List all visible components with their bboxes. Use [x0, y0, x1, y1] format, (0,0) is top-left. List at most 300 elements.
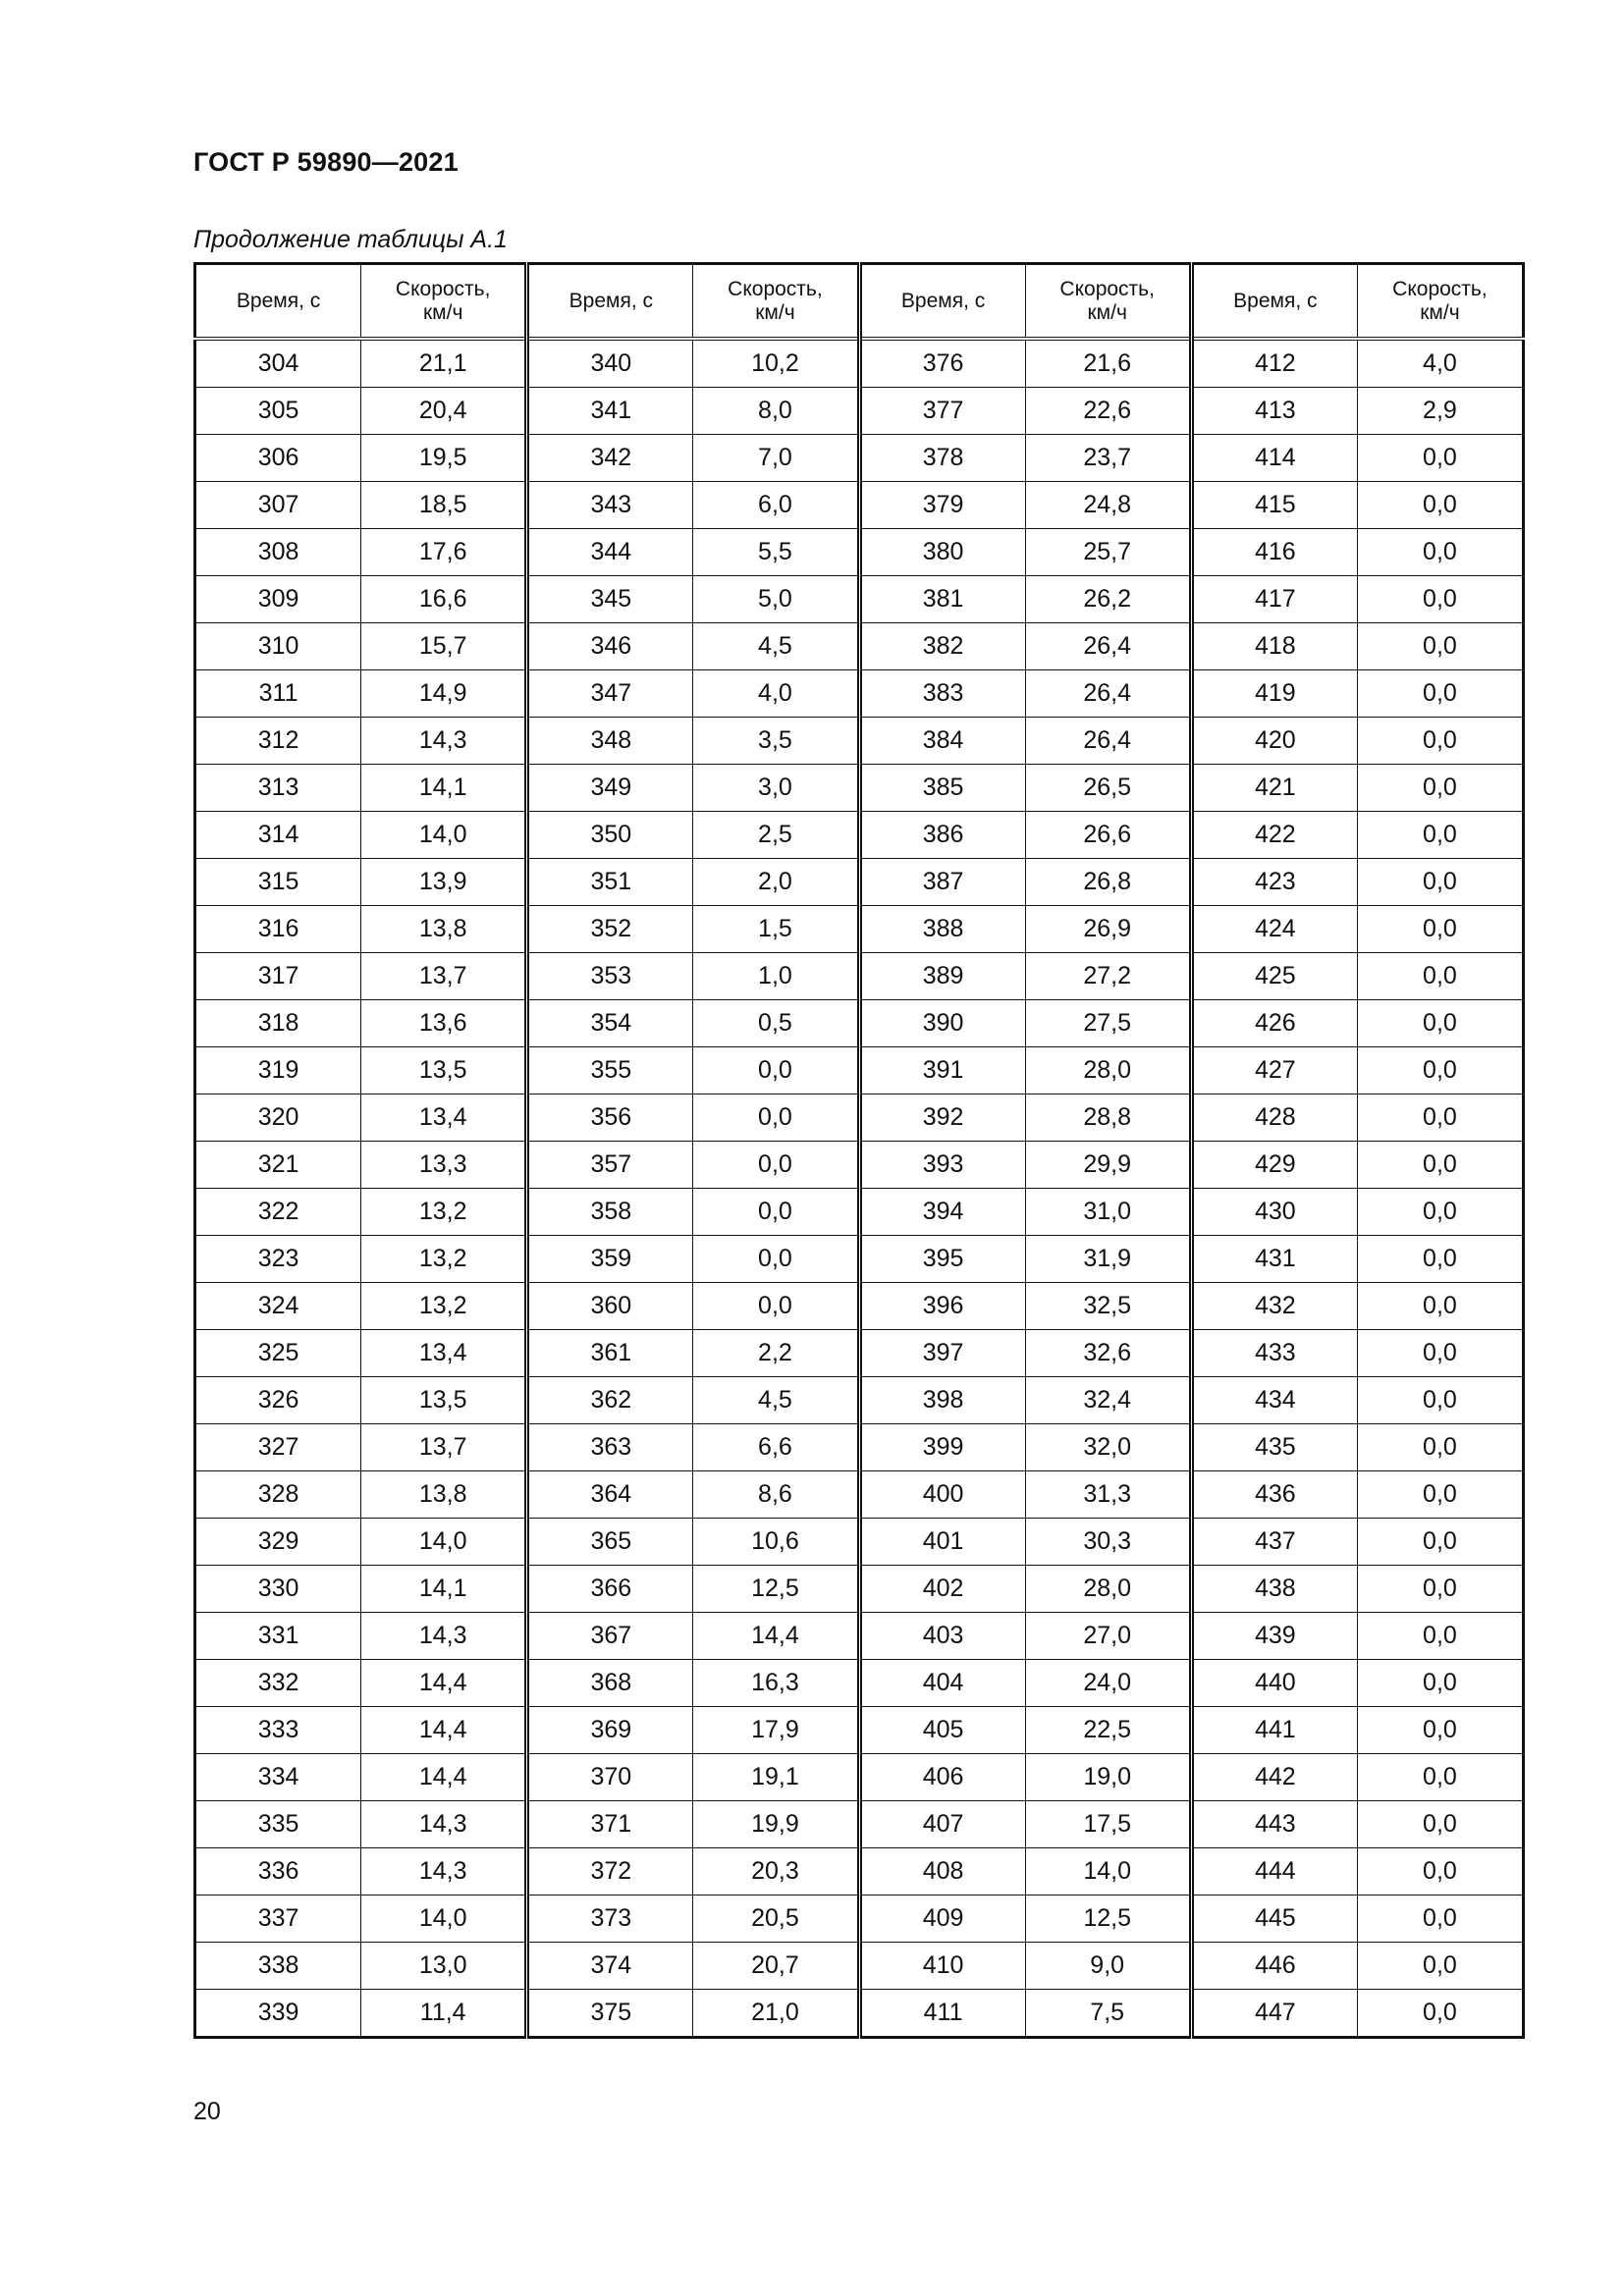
time-cell: 423	[1191, 859, 1357, 906]
time-cell: 433	[1191, 1330, 1357, 1377]
time-cell: 313	[195, 765, 361, 812]
time-cell: 414	[1191, 435, 1357, 482]
speed-cell: 17,6	[361, 529, 527, 576]
time-cell: 332	[195, 1660, 361, 1707]
time-cell: 417	[1191, 576, 1357, 623]
time-cell: 373	[527, 1896, 693, 1943]
speed-cell: 10,6	[693, 1519, 859, 1566]
speed-cell: 0,0	[1357, 482, 1523, 529]
speed-cell: 4,0	[1357, 339, 1523, 388]
time-cell: 337	[195, 1896, 361, 1943]
speed-cell: 13,5	[361, 1047, 527, 1095]
time-cell: 401	[859, 1519, 1025, 1566]
speed-cell: 20,3	[693, 1848, 859, 1896]
time-cell: 381	[859, 576, 1025, 623]
speed-cell: 32,4	[1025, 1377, 1191, 1424]
table-row	[195, 388, 1524, 435]
time-cell: 360	[527, 1283, 693, 1330]
speed-cell: 13,2	[361, 1283, 527, 1330]
speed-cell: 7,0	[693, 435, 859, 482]
table-row	[195, 529, 1524, 576]
speed-cell: 13,8	[361, 906, 527, 953]
time-cell: 446	[1191, 1943, 1357, 1990]
time-cell: 314	[195, 812, 361, 859]
speed-cell: 20,4	[361, 388, 527, 435]
speed-cell: 26,2	[1025, 576, 1191, 623]
time-cell: 324	[195, 1283, 361, 1330]
speed-cell: 0,0	[693, 1189, 859, 1236]
speed-cell: 4,0	[693, 670, 859, 718]
column-header: Скорость, км/ч	[1357, 264, 1523, 340]
table-row	[195, 1283, 1524, 1330]
speed-cell: 1,5	[693, 906, 859, 953]
speed-cell: 2,5	[693, 812, 859, 859]
table-row	[195, 1566, 1524, 1613]
speed-cell: 9,0	[1025, 1943, 1191, 1990]
time-cell: 399	[859, 1424, 1025, 1471]
time-cell: 376	[859, 339, 1025, 388]
speed-cell: 0,0	[1357, 765, 1523, 812]
time-cell: 370	[527, 1754, 693, 1801]
speed-cell: 26,5	[1025, 765, 1191, 812]
table-row	[195, 718, 1524, 765]
speed-cell: 29,9	[1025, 1142, 1191, 1189]
speed-cell: 14,1	[361, 1566, 527, 1613]
time-cell: 413	[1191, 388, 1357, 435]
time-cell: 310	[195, 623, 361, 670]
time-cell: 346	[527, 623, 693, 670]
speed-cell: 13,7	[361, 1424, 527, 1471]
speed-cell: 0,0	[1357, 1990, 1523, 2038]
time-cell: 436	[1191, 1471, 1357, 1519]
speed-cell: 14,1	[361, 765, 527, 812]
speed-cell: 0,0	[1357, 1566, 1523, 1613]
time-cell: 342	[527, 435, 693, 482]
time-cell: 380	[859, 529, 1025, 576]
time-cell: 374	[527, 1943, 693, 1990]
speed-cell: 12,5	[1025, 1896, 1191, 1943]
speed-cell: 20,5	[693, 1896, 859, 1943]
time-cell: 319	[195, 1047, 361, 1095]
time-cell: 379	[859, 482, 1025, 529]
table-row	[195, 906, 1524, 953]
speed-cell: 0,0	[1357, 953, 1523, 1000]
time-cell: 432	[1191, 1283, 1357, 1330]
speed-cell: 14,0	[1025, 1848, 1191, 1896]
speed-cell: 20,7	[693, 1943, 859, 1990]
time-cell: 351	[527, 859, 693, 906]
time-cell: 327	[195, 1424, 361, 1471]
speed-cell: 0,0	[1357, 1519, 1523, 1566]
speed-cell: 8,0	[693, 388, 859, 435]
time-cell: 333	[195, 1707, 361, 1754]
time-cell: 398	[859, 1377, 1025, 1424]
time-cell: 347	[527, 670, 693, 718]
speed-cell: 0,0	[1357, 1707, 1523, 1754]
time-cell: 330	[195, 1566, 361, 1613]
speed-cell: 8,6	[693, 1471, 859, 1519]
time-cell: 431	[1191, 1236, 1357, 1283]
data-table-container	[193, 262, 1525, 2039]
speed-cell: 10,2	[693, 339, 859, 388]
speed-cell: 19,5	[361, 435, 527, 482]
column-header: Время, с	[195, 264, 361, 340]
speed-cell: 28,0	[1025, 1047, 1191, 1095]
table-row	[195, 1330, 1524, 1377]
speed-cell: 19,1	[693, 1754, 859, 1801]
speed-cell: 0,0	[693, 1236, 859, 1283]
column-header: Время, с	[1191, 264, 1357, 340]
time-cell: 439	[1191, 1613, 1357, 1660]
time-cell: 305	[195, 388, 361, 435]
time-cell: 402	[859, 1566, 1025, 1613]
table-row	[195, 1236, 1524, 1283]
speed-cell: 26,4	[1025, 623, 1191, 670]
table-row	[195, 1377, 1524, 1424]
speed-cell: 14,3	[361, 718, 527, 765]
speed-cell: 0,0	[1357, 718, 1523, 765]
time-cell: 378	[859, 435, 1025, 482]
speed-cell: 6,6	[693, 1424, 859, 1471]
speed-cell: 0,0	[1357, 1613, 1523, 1660]
speed-cell: 1,0	[693, 953, 859, 1000]
time-cell: 408	[859, 1848, 1025, 1896]
speed-cell: 4,5	[693, 1377, 859, 1424]
speed-cell: 14,3	[361, 1613, 527, 1660]
speed-cell: 13,3	[361, 1142, 527, 1189]
time-cell: 335	[195, 1801, 361, 1848]
speed-time-table	[193, 262, 1525, 2039]
speed-cell: 26,6	[1025, 812, 1191, 859]
time-cell: 322	[195, 1189, 361, 1236]
time-cell: 306	[195, 435, 361, 482]
time-cell: 361	[527, 1330, 693, 1377]
time-cell: 345	[527, 576, 693, 623]
table-row	[195, 1801, 1524, 1848]
speed-cell: 14,4	[361, 1754, 527, 1801]
speed-cell: 13,9	[361, 859, 527, 906]
time-cell: 443	[1191, 1801, 1357, 1848]
time-cell: 356	[527, 1095, 693, 1142]
time-cell: 388	[859, 906, 1025, 953]
speed-cell: 0,0	[1357, 1095, 1523, 1142]
table-header-row	[195, 264, 1524, 340]
table-row	[195, 953, 1524, 1000]
speed-cell: 0,0	[1357, 812, 1523, 859]
time-cell: 434	[1191, 1377, 1357, 1424]
document-id: ГОСТ Р 59890—2021	[193, 147, 459, 177]
time-cell: 318	[195, 1000, 361, 1047]
time-cell: 368	[527, 1660, 693, 1707]
speed-cell: 26,4	[1025, 718, 1191, 765]
speed-cell: 13,4	[361, 1095, 527, 1142]
table-row	[195, 859, 1524, 906]
speed-cell: 0,0	[1357, 1236, 1523, 1283]
speed-cell: 0,0	[693, 1142, 859, 1189]
column-header: Скорость, км/ч	[1025, 264, 1191, 340]
time-cell: 404	[859, 1660, 1025, 1707]
time-cell: 422	[1191, 812, 1357, 859]
table-row	[195, 1990, 1524, 2038]
speed-cell: 0,0	[1357, 1848, 1523, 1896]
speed-cell: 14,4	[361, 1660, 527, 1707]
time-cell: 447	[1191, 1990, 1357, 2038]
time-cell: 331	[195, 1613, 361, 1660]
speed-cell: 13,4	[361, 1330, 527, 1377]
table-row	[195, 1189, 1524, 1236]
column-header: Время, с	[527, 264, 693, 340]
time-cell: 315	[195, 859, 361, 906]
speed-cell: 2,9	[1357, 388, 1523, 435]
table-row	[195, 1754, 1524, 1801]
table-row	[195, 1142, 1524, 1189]
speed-cell: 0,0	[1357, 906, 1523, 953]
table-row	[195, 1424, 1524, 1471]
time-cell: 312	[195, 718, 361, 765]
speed-cell: 27,5	[1025, 1000, 1191, 1047]
speed-cell: 21,1	[361, 339, 527, 388]
speed-cell: 0,5	[693, 1000, 859, 1047]
speed-cell: 0,0	[1357, 1754, 1523, 1801]
time-cell: 367	[527, 1613, 693, 1660]
column-header: Скорость, км/ч	[693, 264, 859, 340]
speed-cell: 13,0	[361, 1943, 527, 1990]
time-cell: 390	[859, 1000, 1025, 1047]
time-cell: 429	[1191, 1142, 1357, 1189]
time-cell: 343	[527, 482, 693, 529]
time-cell: 304	[195, 339, 361, 388]
table-row	[195, 1848, 1524, 1896]
time-cell: 387	[859, 859, 1025, 906]
speed-cell: 0,0	[1357, 576, 1523, 623]
time-cell: 397	[859, 1330, 1025, 1377]
time-cell: 341	[527, 388, 693, 435]
speed-cell: 6,0	[693, 482, 859, 529]
time-cell: 424	[1191, 906, 1357, 953]
time-cell: 359	[527, 1236, 693, 1283]
time-cell: 407	[859, 1801, 1025, 1848]
table-row	[195, 1095, 1524, 1142]
table-row	[195, 576, 1524, 623]
time-cell: 418	[1191, 623, 1357, 670]
time-cell: 355	[527, 1047, 693, 1095]
speed-cell: 0,0	[1357, 1283, 1523, 1330]
table-row	[195, 1660, 1524, 1707]
time-cell: 307	[195, 482, 361, 529]
speed-cell: 5,5	[693, 529, 859, 576]
time-cell: 321	[195, 1142, 361, 1189]
table-row	[195, 670, 1524, 718]
time-cell: 329	[195, 1519, 361, 1566]
speed-cell: 14,0	[361, 1519, 527, 1566]
time-cell: 328	[195, 1471, 361, 1519]
speed-cell: 2,0	[693, 859, 859, 906]
table-row	[195, 1707, 1524, 1754]
time-cell: 382	[859, 623, 1025, 670]
speed-cell: 0,0	[1357, 1142, 1523, 1189]
speed-cell: 0,0	[1357, 1000, 1523, 1047]
time-cell: 409	[859, 1896, 1025, 1943]
time-cell: 392	[859, 1095, 1025, 1142]
speed-cell: 28,0	[1025, 1566, 1191, 1613]
speed-cell: 31,0	[1025, 1189, 1191, 1236]
time-cell: 412	[1191, 339, 1357, 388]
time-cell: 445	[1191, 1896, 1357, 1943]
speed-cell: 0,0	[1357, 1660, 1523, 1707]
time-cell: 316	[195, 906, 361, 953]
speed-cell: 28,8	[1025, 1095, 1191, 1142]
time-cell: 421	[1191, 765, 1357, 812]
time-cell: 394	[859, 1189, 1025, 1236]
speed-cell: 11,4	[361, 1990, 527, 2038]
speed-cell: 17,9	[693, 1707, 859, 1754]
speed-cell: 15,7	[361, 623, 527, 670]
table-row	[195, 1047, 1524, 1095]
time-cell: 430	[1191, 1189, 1357, 1236]
speed-cell: 32,6	[1025, 1330, 1191, 1377]
time-cell: 383	[859, 670, 1025, 718]
speed-cell: 26,4	[1025, 670, 1191, 718]
speed-cell: 27,0	[1025, 1613, 1191, 1660]
speed-cell: 14,0	[361, 812, 527, 859]
speed-cell: 27,2	[1025, 953, 1191, 1000]
speed-cell: 0,0	[1357, 1896, 1523, 1943]
time-cell: 393	[859, 1142, 1025, 1189]
speed-cell: 14,4	[361, 1707, 527, 1754]
speed-cell: 0,0	[693, 1283, 859, 1330]
speed-cell: 0,0	[1357, 1189, 1523, 1236]
speed-cell: 21,0	[693, 1990, 859, 2038]
speed-cell: 14,9	[361, 670, 527, 718]
speed-cell: 14,4	[693, 1613, 859, 1660]
speed-cell: 0,0	[1357, 1471, 1523, 1519]
speed-cell: 13,5	[361, 1377, 527, 1424]
time-cell: 323	[195, 1236, 361, 1283]
time-cell: 416	[1191, 529, 1357, 576]
time-cell: 386	[859, 812, 1025, 859]
table-body	[195, 339, 1524, 2038]
speed-cell: 0,0	[1357, 1047, 1523, 1095]
time-cell: 438	[1191, 1566, 1357, 1613]
speed-cell: 17,5	[1025, 1801, 1191, 1848]
time-cell: 308	[195, 529, 361, 576]
speed-cell: 0,0	[1357, 1330, 1523, 1377]
speed-cell: 19,9	[693, 1801, 859, 1848]
speed-cell: 22,6	[1025, 388, 1191, 435]
time-cell: 389	[859, 953, 1025, 1000]
time-cell: 371	[527, 1801, 693, 1848]
speed-cell: 19,0	[1025, 1754, 1191, 1801]
time-cell: 364	[527, 1471, 693, 1519]
time-cell: 338	[195, 1943, 361, 1990]
speed-cell: 23,7	[1025, 435, 1191, 482]
time-cell: 444	[1191, 1848, 1357, 1896]
speed-cell: 13,2	[361, 1236, 527, 1283]
speed-cell: 0,0	[1357, 670, 1523, 718]
time-cell: 403	[859, 1613, 1025, 1660]
time-cell: 325	[195, 1330, 361, 1377]
speed-cell: 3,5	[693, 718, 859, 765]
time-cell: 326	[195, 1377, 361, 1424]
speed-cell: 0,0	[1357, 1943, 1523, 1990]
speed-cell: 14,3	[361, 1848, 527, 1896]
time-cell: 375	[527, 1990, 693, 2038]
time-cell: 441	[1191, 1707, 1357, 1754]
table-row	[195, 765, 1524, 812]
time-cell: 391	[859, 1047, 1025, 1095]
speed-cell: 13,6	[361, 1000, 527, 1047]
time-cell: 366	[527, 1566, 693, 1613]
speed-cell: 16,3	[693, 1660, 859, 1707]
time-cell: 437	[1191, 1519, 1357, 1566]
speed-cell: 0,0	[1357, 1424, 1523, 1471]
time-cell: 317	[195, 953, 361, 1000]
time-cell: 395	[859, 1236, 1025, 1283]
speed-cell: 26,8	[1025, 859, 1191, 906]
time-cell: 348	[527, 718, 693, 765]
time-cell: 358	[527, 1189, 693, 1236]
time-cell: 420	[1191, 718, 1357, 765]
time-cell: 350	[527, 812, 693, 859]
table-row	[195, 1519, 1524, 1566]
speed-cell: 26,9	[1025, 906, 1191, 953]
time-cell: 426	[1191, 1000, 1357, 1047]
time-cell: 396	[859, 1283, 1025, 1330]
speed-cell: 30,3	[1025, 1519, 1191, 1566]
speed-cell: 12,5	[693, 1566, 859, 1613]
time-cell: 385	[859, 765, 1025, 812]
speed-cell: 32,5	[1025, 1283, 1191, 1330]
speed-cell: 4,5	[693, 623, 859, 670]
speed-cell: 14,0	[361, 1896, 527, 1943]
time-cell: 369	[527, 1707, 693, 1754]
time-cell: 320	[195, 1095, 361, 1142]
table-row	[195, 1471, 1524, 1519]
table-row	[195, 623, 1524, 670]
time-cell: 410	[859, 1943, 1025, 1990]
speed-cell: 32,0	[1025, 1424, 1191, 1471]
table-row	[195, 812, 1524, 859]
time-cell: 336	[195, 1848, 361, 1896]
speed-cell: 5,0	[693, 576, 859, 623]
time-cell: 357	[527, 1142, 693, 1189]
time-cell: 419	[1191, 670, 1357, 718]
speed-cell: 13,7	[361, 953, 527, 1000]
time-cell: 340	[527, 339, 693, 388]
time-cell: 411	[859, 1990, 1025, 2038]
speed-cell: 0,0	[1357, 435, 1523, 482]
table-row	[195, 1943, 1524, 1990]
speed-cell: 22,5	[1025, 1707, 1191, 1754]
speed-cell: 21,6	[1025, 339, 1191, 388]
time-cell: 427	[1191, 1047, 1357, 1095]
speed-cell: 24,0	[1025, 1660, 1191, 1707]
speed-cell: 31,9	[1025, 1236, 1191, 1283]
speed-cell: 0,0	[1357, 529, 1523, 576]
table-row	[195, 1613, 1524, 1660]
time-cell: 440	[1191, 1660, 1357, 1707]
speed-cell: 0,0	[1357, 1377, 1523, 1424]
time-cell: 365	[527, 1519, 693, 1566]
time-cell: 372	[527, 1848, 693, 1896]
time-cell: 363	[527, 1424, 693, 1471]
speed-cell: 31,3	[1025, 1471, 1191, 1519]
column-header: Время, с	[859, 264, 1025, 340]
speed-cell: 0,0	[693, 1095, 859, 1142]
time-cell: 428	[1191, 1095, 1357, 1142]
time-cell: 344	[527, 529, 693, 576]
time-cell: 384	[859, 718, 1025, 765]
